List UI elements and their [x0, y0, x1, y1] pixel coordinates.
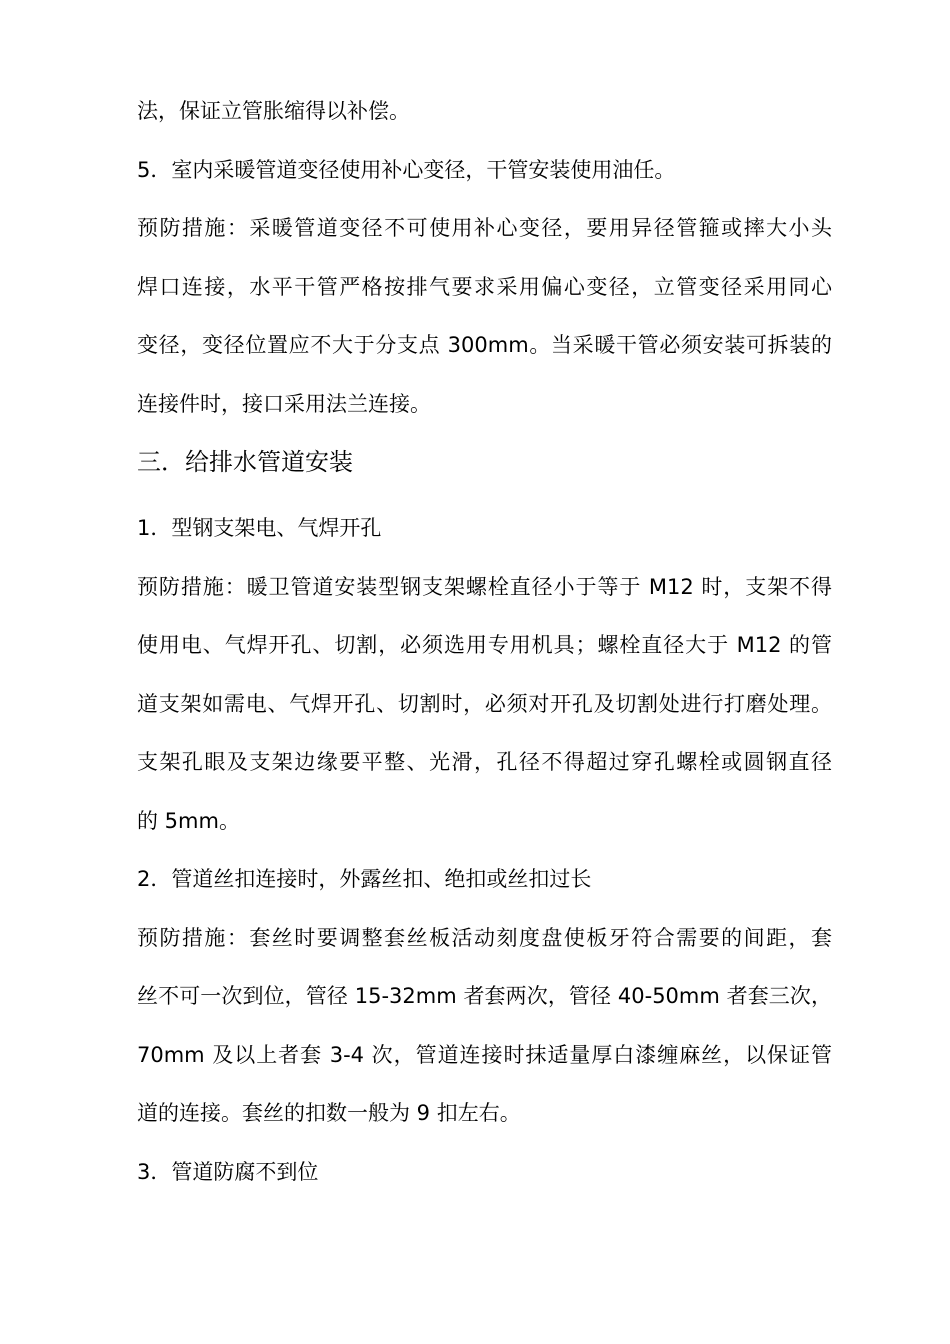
text-line: 变径，变径位置应不大于分支点 300mm。当采暖干管必须安装可拆装的	[137, 333, 832, 357]
text-line: 丝不可一次到位，管径 15-32mm 者套两次，管径 40-50mm 者套三次，	[137, 984, 832, 1008]
text-line: 连接件时，接口采用法兰连接。	[137, 392, 431, 416]
item-heading: 1．型钢支架电、气焊开孔	[137, 516, 382, 540]
text-line: 焊口连接，水平干管严格按排气要求采用偏心变径，立管变径采用同心	[137, 275, 832, 299]
text-line: 道支架如需电、气焊开孔、切割时，必须对开孔及切割处进行打磨处理。	[137, 692, 832, 716]
text-line: 法，保证立管胀缩得以补偿。	[137, 99, 410, 123]
text-line: 的 5mm。	[137, 809, 240, 833]
text-line: 使用电、气焊开孔、切割，必须选用专用机具；螺栓直径大于 M12 的管	[137, 633, 832, 657]
text-line: 70mm 及以上者套 3-4 次，管道连接时抹适量厚白漆缠麻丝，以保证管	[137, 1043, 832, 1067]
item-heading: 5．室内采暖管道变径使用补心变径，干管安装使用油任。	[137, 158, 676, 182]
text-line: 预防措施：采暖管道变径不可使用补心变径，要用异径管箍或摔大小头	[137, 216, 832, 240]
item-heading: 3．管道防腐不到位	[137, 1160, 319, 1184]
text-line: 道的连接。套丝的扣数一般为 9 扣左右。	[137, 1101, 521, 1125]
text-line: 预防措施：暖卫管道安装型钢支架螺栓直径小于等于 M12 时，支架不得	[137, 575, 832, 599]
text-line: 预防措施：套丝时要调整套丝板活动刻度盘使板牙符合需要的间距，套	[137, 926, 832, 950]
text-line: 支架孔眼及支架边缘要平整、光滑，孔径不得超过穿孔螺栓或圆钢直径	[137, 750, 832, 774]
item-heading: 2．管道丝扣连接时，外露丝扣、绝扣或丝扣过长	[137, 867, 592, 891]
section-heading: 三．给排水管道安装	[137, 448, 353, 476]
